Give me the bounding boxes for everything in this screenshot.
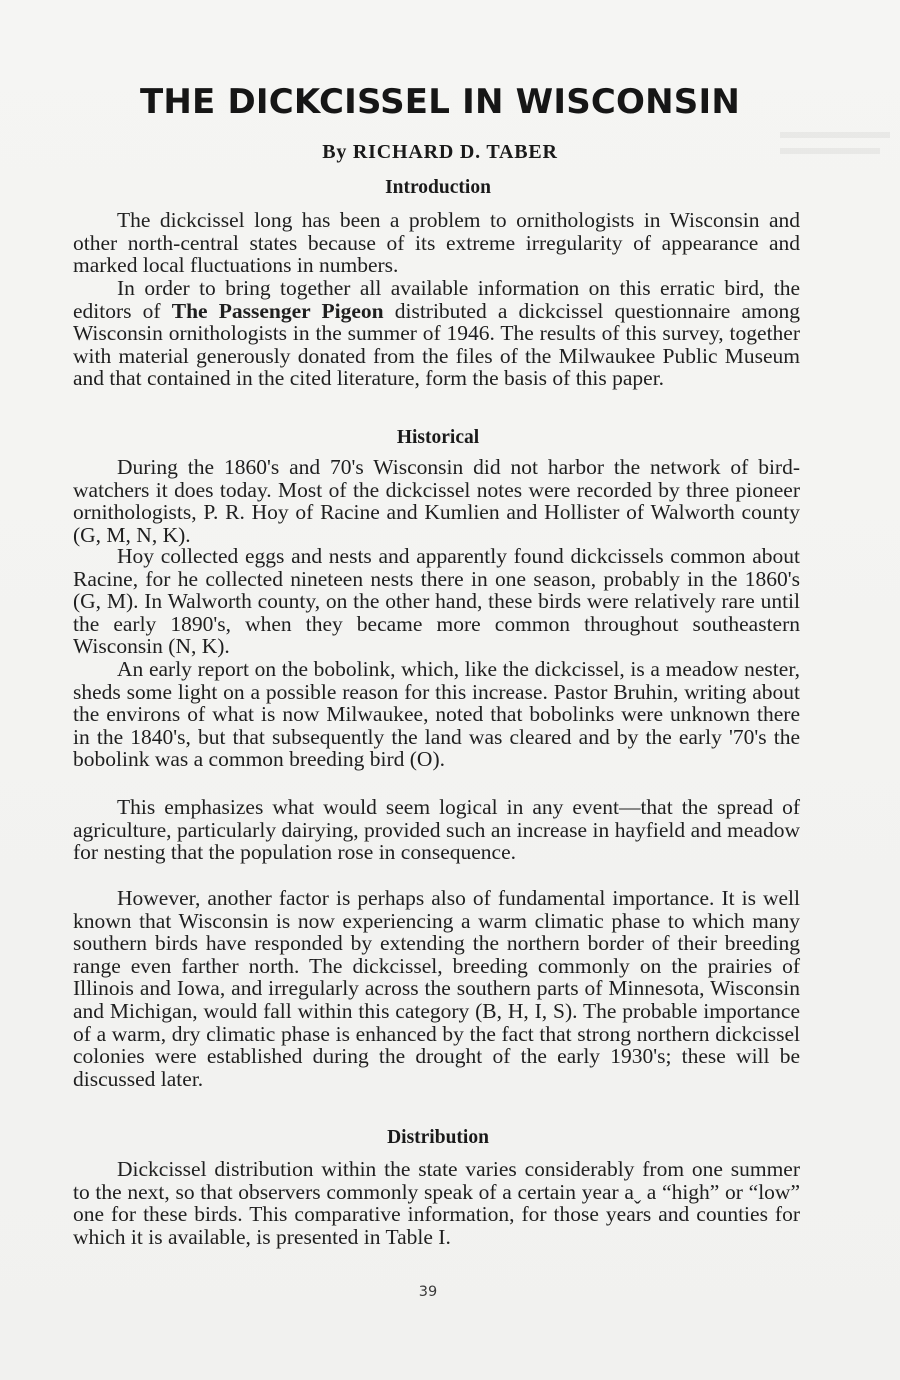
historical-paragraph-2: Hoy collected eggs and nests and apparently found dickcissels common about Racine, for he collected nineteen nests there in one season, probably in the 1860's (G, M). In Walworth county, on the other hand, these birds were relatively rare until the early 1890's, when they became more common throughout southeastern Wisconsin (N, K).: [73, 544, 800, 659]
distribution-paragraph-1: Dickcissel distribution within the state varies considerably from one summer to the next, so that observers commonly speak of a certain year aˬ a “high” or “low” one for these birds. This comparative information, for those years and counties for which it is available, is presented in Table I.: [73, 1157, 800, 1249]
heading-distribution: Distribution: [387, 1127, 489, 1148]
intro-paragraph-2: [73, 277, 800, 390]
historical-paragraph-5: However, another factor is perhaps also of fundamental importance. It is well known that Wisconsin is now experiencing a warm climatic phase to which many southern birds have responded by extending the northern border of their breeding range even farther north. The dickcissel, breeding commonly on the prairies of Illinois and Iowa, and irregularly across the southern parts of Minnesota, Wisconsin and Michigan, would fall within this category (B, H, I, S). The probable importance of a warm, dry climatic phase is enhanced by the fact that strong northern dickcissel colonies were established during the drought of the early 1930's; these will be discussed later.: [73, 886, 800, 1091]
article-byline: By RICHARD D. TABER: [322, 141, 558, 163]
heading-historical: Historical: [396, 427, 480, 448]
intro-p2-after: distributed a dickcissel questionnaire among Wisconsin ornithologists in the summer of 1946. The results of this survey, together with material generously donated from the files of the Milwaukee Public Museum and that contained in the cited literature, form the basis of this paper.: [73, 298, 800, 391]
historical-paragraph-1: During the 1860's and 70's Wisconsin did not harbor the network of bird-watchers it does today. Most of the dickcissel notes were recorded by three pioneer ornithologists, P. R. Hoy of Racine and Kumlien and Hollister of Walworth county (G, M, N, K).: [73, 455, 800, 547]
historical-paragraph-4: This emphasizes what would seem logical in any event—that the spread of agriculture, particularly dairying, provided such an increase in hayfield and meadow for nesting that the population rose in consequence.: [73, 795, 800, 865]
intro-paragraph-1: The dickcissel long has been a problem to ornithologists in Wisconsin and other north-central states because of its extreme irregularity of appearance and marked local fluctuations in numbers.: [73, 208, 800, 278]
article-title: THE DICKCISSEL IN WISCONSIN: [139, 82, 741, 122]
page-number: 39: [418, 1284, 438, 1300]
heading-introduction: Introduction: [385, 177, 491, 198]
historical-paragraph-3: An early report on the bobolink, which, like the dickcissel, is a meadow nester, sheds some light on a possible reason for this increase. Pastor Bruhin, writing about the environs of what is now Milwaukee, noted that bobolinks were unknown there in the 1840's, but that subsequently the land was cleared and by the early '70's the bobolink was a common breeding bird (O).: [73, 657, 800, 772]
journal-name: The Passenger Pigeon: [171, 298, 384, 323]
intro-p2-before: In order to bring together all available information on this erratic bird, the editors of: [73, 276, 800, 323]
